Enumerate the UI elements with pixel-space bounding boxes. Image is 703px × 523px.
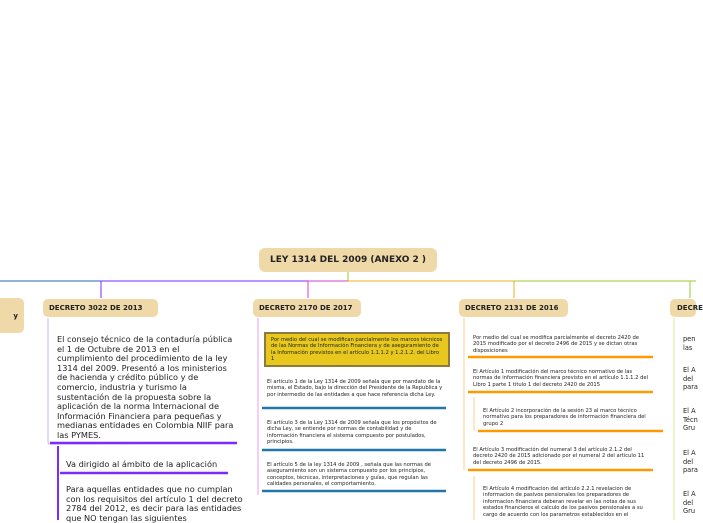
branch-label: DECRETO 2131 DE 2016	[465, 304, 559, 312]
left-partial-label: y	[13, 311, 18, 320]
branch-label: DECRETO 2170 DE 2017	[259, 304, 353, 312]
branch-decreto-2131[interactable]	[459, 299, 568, 317]
branch-label: DECRETO 3022 DE 2013	[49, 304, 143, 312]
branch-3022-item-1[interactable]: El consejo técnico de la contaduría pública el 1 de Octubre de 2013 en el cumplimiento del procedimiento de la ley 1314 del 2009. Presentó a los ministerios de hacienda y crédito público y de comercio, industria y turismo la sustentación de la propuesta sobre la aplicación de la norma Internacional de Información Financiera para pequeñas y medianas entidades en Colombia NIIF para las PYMES.	[57, 334, 234, 440]
right-fragment: las	[683, 343, 693, 352]
right-fragment: del	[683, 457, 694, 466]
branch-2131-item-4[interactable]: El Artículo 3 modificación del numeral 3 del artículo 2.1.2 del decreto 2420 de 2015 adicionado por el numeral 2 del artículo 11 del decreto 2496 de 2015.	[473, 447, 645, 466]
root-topic[interactable]	[259, 248, 437, 272]
branch-2170-item-3[interactable]: El artículo 3 de la Ley 1314 de 2009 señala que los propósitos de dicha Ley, se entiende por normas de contabilidad y de información financiera el sistema compuesto por postulados, principios.	[267, 420, 437, 446]
branch-3022-item-3[interactable]: Para aquellas entidades que no cumplan con los requisitos del artículo 1 del decreto 2784 del 2012, es decir para las entidades que NO tengan las siguientes	[66, 484, 243, 523]
right-fragment: del	[683, 498, 694, 507]
right-fragment: pen	[683, 335, 696, 343]
root-title: LEY 1314 DEL 2009 (ANEXO 2 )	[269, 255, 427, 265]
right-fragment: El A	[683, 366, 696, 374]
branch-decreto-3022[interactable]	[43, 299, 158, 317]
branch-2131-item-2[interactable]: El Artículo 1 modificación del marco técnico normativo de las normas de información financiera previsto en el artículo 1.1.1.2 del Libro 1 parte 1 titulo 1 del decreto 2420 de 2015	[473, 369, 648, 388]
branch-decreto-2170[interactable]	[253, 299, 361, 317]
right-fragment: del	[683, 374, 694, 383]
right-fragment: El A	[683, 490, 696, 498]
branch-3022-item-2[interactable]: Va dirigido al ámbito de la aplicación	[66, 459, 218, 469]
right-fragment: para	[683, 383, 698, 392]
branch-2170-item-2[interactable]: El artículo 1 de la Ley 1314 de 2009 señala que por mandato de la misma, el Estado, bajo la dirección del Presidente de la Republica y por intermedio de las entidades a que hace referencia dicha Ley.	[267, 379, 443, 398]
branch-2131-item-5[interactable]: El Artículo 4 modificacion del artículo 2.2.1 revelacion de informacion de pasivos pensionales los preparadores de informacion financiera deberan revelar en las notas de sus estados financieros el calculo de los pasivos pensionales a su cargo de acuerdo con los parametros establecidos en el	[483, 486, 643, 518]
right-fragment: para	[683, 466, 698, 475]
right-fragment: El A	[683, 407, 696, 415]
branch-2170-item-1-highlighted[interactable]: Por medio del cual se modifican parcialmente los marcos técnicos de las Normas de Información Financiera y de aseguramiento de la Información previstos en el artículo 1.1.1.2 y 1.2.1.2. del Libro 1	[264, 332, 450, 367]
branch-decreto-right-partial[interactable]	[670, 299, 703, 317]
right-fragment: Gru	[683, 507, 695, 516]
right-fragment: El A	[683, 449, 696, 457]
branch-2131-item-3[interactable]: El Artículo 2 incorporación de la sesión 23 al marco técnico normativo para los preparadores de información financiera del grupo 2	[483, 408, 646, 427]
right-fragment: Gru	[683, 424, 695, 433]
left-partial-node[interactable]	[0, 298, 24, 333]
branch-2170-item-4[interactable]: El artículo 5 de la ley 1314 de 2009 , señala que las normas de aseguramiento son un sistema compuesto por los principios, conceptos, técnicas, interpretaciones y guías, que regulan las calidades personales, el comportamiento.	[267, 462, 431, 488]
right-fragment: Técn	[683, 415, 698, 424]
branch-label: DECRE	[677, 304, 703, 312]
branch-2131-item-1[interactable]: Por medio del cual se modifica parcialmente el decreto 2420 de 2015 modificado por el decreto 2496 de 2015 y se dictan otras disposiciones	[473, 335, 639, 354]
